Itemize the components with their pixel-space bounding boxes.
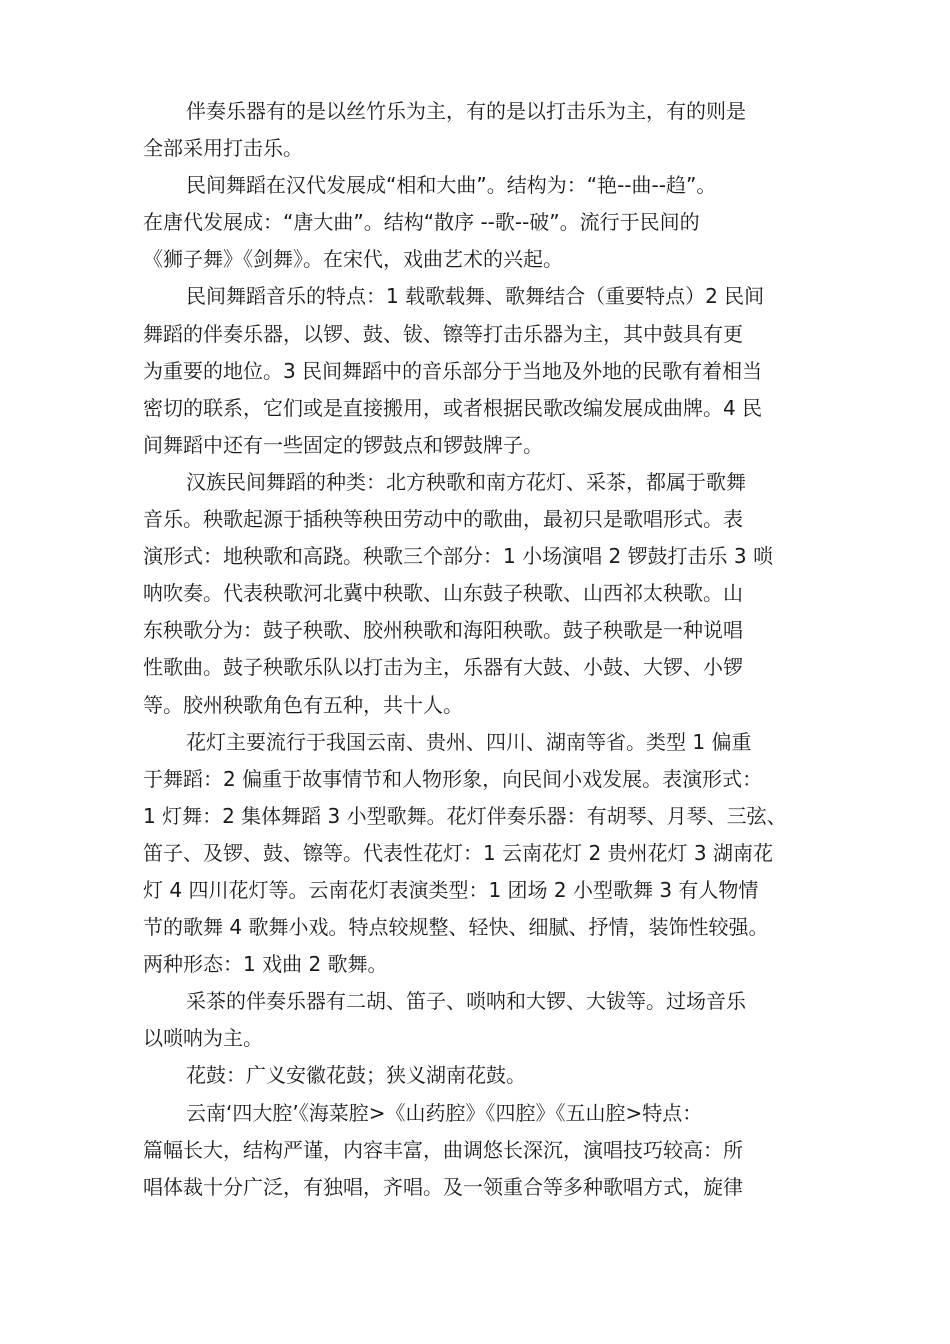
text-line: 采茶的伴奏乐器有二胡、笛子、唢呐和大锣、大钹等。过场音乐	[186, 989, 746, 1014]
text-line: 等。胶州秧歌角色有五种，共十人。	[143, 692, 463, 717]
text-line: 演形式：地秧歌和高跷。秧歌三个部分：1 小场演唱 2 锣鼓打击乐 3 唢	[143, 544, 773, 569]
text-line: 民间舞蹈音乐的特点：1 载歌载舞、歌舞结合（重要特点）2 民间	[186, 284, 765, 309]
text-line: 全部采用打击乐。	[143, 136, 303, 161]
text-line: 笛子、及锣、鼓、镲等。代表性花灯：1 云南花灯 2 贵州花灯 3 湖南花	[143, 840, 773, 865]
text-line: 节的歌舞 4 歌舞小戏。特点较规整、轻快、细腻、抒情，装饰性较强。	[143, 915, 769, 940]
text-line: 为重要的地位。3 民间舞蹈中的音乐部分于当地及外地的民歌有着相当	[143, 358, 763, 383]
paragraph	[143, 167, 833, 278]
text-line: 灯 4 四川花灯等。云南花灯表演类型：1 团场 2 小型歌舞 3 有人物情	[143, 877, 759, 902]
text-line: 民间舞蹈在汉代发展成“相和大曲”。结构为：“艳--曲--趋”。	[186, 173, 717, 198]
paragraph	[143, 464, 833, 724]
text-line: 呐吹奏。代表秧歌河北冀中秧歌、山东鼓子秧歌、山西祁太秧歌。山	[143, 581, 743, 606]
text-line: 1 灯舞：2 集体舞蹈 3 小型歌舞。花灯伴奏乐器：有胡琴、月琴、三弦、	[143, 803, 787, 828]
text-line: 密切的联系，它们或是直接搬用，或者根据民歌改编发展成曲牌。4 民	[143, 395, 763, 420]
text-line: 以唢呐为主。	[143, 1026, 263, 1051]
text-line: 两种形态：1 戏曲 2 歌舞。	[143, 952, 388, 977]
text-line: 性歌曲。鼓子秧歌乐队以打击为主，乐器有大鼓、小鼓、大锣、小锣	[143, 655, 743, 680]
text-line: 汉族民间舞蹈的种类：北方秧歌和南方花灯、采茶，都属于歌舞	[186, 469, 746, 494]
paragraph	[143, 1095, 833, 1206]
text-line: 花灯主要流行于我国云南、贵州、四川、湖南等省。类型 1 偏重	[186, 729, 752, 754]
paragraph	[143, 724, 833, 984]
document-body	[143, 93, 833, 1206]
text-line: 花鼓：广义安徽花鼓；狭义湖南花鼓。	[186, 1063, 526, 1088]
paragraph	[143, 983, 833, 1057]
text-line: 伴奏乐器有的是以丝竹乐为主，有的是以打击乐为主，有的则是	[186, 99, 746, 123]
text-line: 音乐。秧歌起源于插秧等秧田劳动中的歌曲，最初只是歌唱形式。表	[143, 507, 743, 532]
text-line: 舞蹈的伴奏乐器，以锣、鼓、钹、镲等打击乐器为主，其中鼓具有更	[143, 321, 743, 346]
text-line: 云南‘四大腔’《海菜腔>《山药腔》《四腔》《五山腔>特点：	[186, 1100, 703, 1125]
text-line: 东秧歌分为：鼓子秧歌、胶州秧歌和海阳秧歌。鼓子秧歌是一种说唱	[143, 618, 743, 643]
paragraph	[143, 1057, 833, 1094]
text-line: 间舞蹈中还有一些固定的锣鼓点和锣鼓牌子。	[143, 432, 543, 457]
text-line: 唱体裁十分广泛，有独唱，齐唱。及一领重合等多种歌唱方式，旋律	[143, 1174, 743, 1199]
text-line: 于舞蹈：2 偏重于故事情节和人物形象，向民间小戏发展。表演形式：	[143, 766, 763, 791]
text-line: 《狮子舞》《剑舞》。在宋代，戏曲艺术的兴起。	[143, 247, 563, 272]
text-line: 在唐代发展成：“唐大曲”。结构“散序 --歌--破”。流行于民间的	[143, 210, 700, 235]
text-line: 篇幅长大，结构严谨，内容丰富，曲调悠长深沉，演唱技巧较高：所	[143, 1137, 743, 1162]
paragraph	[143, 278, 833, 463]
paragraph	[143, 93, 833, 167]
